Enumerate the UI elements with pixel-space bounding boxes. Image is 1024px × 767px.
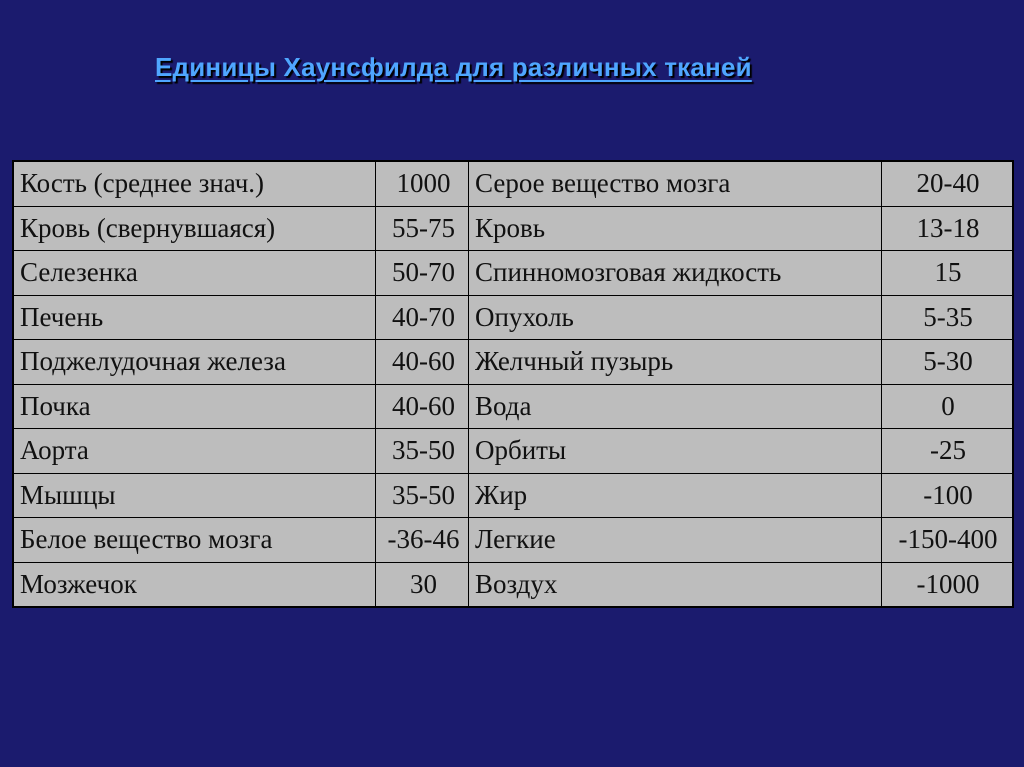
hu-value: -1000: [882, 562, 1014, 607]
hu-value: 1000: [376, 161, 469, 206]
hounsfield-table: [12, 160, 1014, 608]
table-row: [13, 562, 1013, 607]
table-row: [13, 429, 1013, 474]
tissue-name: Мозжечок: [13, 562, 376, 607]
tissue-name: Белое вещество мозга: [13, 518, 376, 563]
table-row: [13, 161, 1013, 206]
hu-value: 0: [882, 384, 1014, 429]
table-row: [13, 295, 1013, 340]
hu-value: 40-60: [376, 340, 469, 385]
tissue-name: Печень: [13, 295, 376, 340]
tissue-name: Опухоль: [469, 295, 882, 340]
hu-value: 20-40: [882, 161, 1014, 206]
tissue-name: Поджелудочная железа: [13, 340, 376, 385]
hu-value: -25: [882, 429, 1014, 474]
hu-value: 35-50: [376, 429, 469, 474]
tissue-name: Мышцы: [13, 473, 376, 518]
table-row: [13, 518, 1013, 563]
hu-value: 5-30: [882, 340, 1014, 385]
hu-value: 50-70: [376, 251, 469, 296]
hu-value: 40-60: [376, 384, 469, 429]
hu-value: -36-46: [376, 518, 469, 563]
tissue-name: Аорта: [13, 429, 376, 474]
slide-title: Единицы Хаунсфилда для различных тканей: [155, 52, 752, 82]
tissue-name: Легкие: [469, 518, 882, 563]
tissue-name: Жир: [469, 473, 882, 518]
hu-value: 40-70: [376, 295, 469, 340]
hu-value: 5-35: [882, 295, 1014, 340]
tissue-name: Воздух: [469, 562, 882, 607]
tissue-name: Вода: [469, 384, 882, 429]
hu-value: 55-75: [376, 206, 469, 251]
table-row: [13, 384, 1013, 429]
hu-value: -100: [882, 473, 1014, 518]
tissue-name: Серое вещество мозга: [469, 161, 882, 206]
tissue-name: Кровь: [469, 206, 882, 251]
tissue-name: Желчный пузырь: [469, 340, 882, 385]
tissue-name: Почка: [13, 384, 376, 429]
tissue-name: Орбиты: [469, 429, 882, 474]
tissue-name: Кровь (свернувшаяся): [13, 206, 376, 251]
hu-value: 15: [882, 251, 1014, 296]
table-row: [13, 206, 1013, 251]
tissue-name: Кость (среднее знач.): [13, 161, 376, 206]
table-row: [13, 251, 1013, 296]
hu-value: 35-50: [376, 473, 469, 518]
tissue-name: Селезенка: [13, 251, 376, 296]
hu-value: 30: [376, 562, 469, 607]
table-row: [13, 340, 1013, 385]
table-row: [13, 473, 1013, 518]
tissue-name: Спинномозговая жидкость: [469, 251, 882, 296]
hu-value: -150-400: [882, 518, 1014, 563]
hu-value: 13-18: [882, 206, 1014, 251]
